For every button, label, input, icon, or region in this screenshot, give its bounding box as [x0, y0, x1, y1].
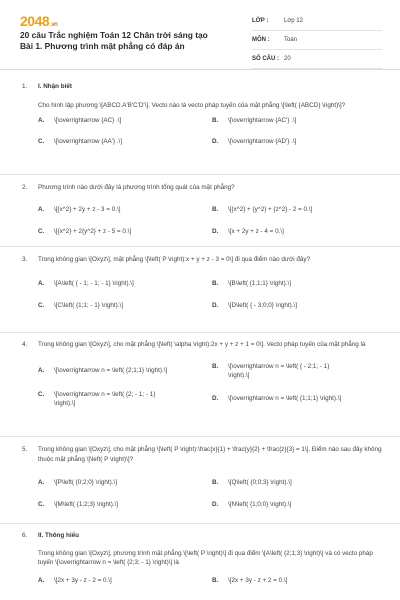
question-number: 2. [22, 184, 28, 191]
option-text: \[\overrightarrow {AA'} .\] [54, 138, 123, 145]
option-c[interactable] [38, 301, 208, 311]
option-label: D. [212, 138, 219, 145]
option-d[interactable] [212, 137, 382, 147]
option-text: \[\overrightarrow n = \left( {1;1;1} \right).\] [228, 394, 342, 402]
question-text: Cho hình lập phương \[ABCD.A'B'C'D'\]. Vecto nào là vecto pháp tuyến của mặt phẳng \[\left( {ABCD} \right)\]? [38, 101, 346, 109]
option-c[interactable] [38, 227, 208, 237]
option-b[interactable] [212, 116, 382, 126]
question-2 [22, 183, 382, 245]
question-divider [0, 523, 400, 524]
question-number: 3. [22, 256, 28, 263]
question-text: Trong không gian \[Oxyz\], phương trình mặt phẳng \[\left( P \right)\] đi qua điểm \[A\left( {2;1;3} \right)\] và có vecto pháp tuyến \[\overrightarrow n = \left( {2;3; - 1} \right)\] là [38, 549, 373, 566]
meta-key: MÔN : [252, 37, 270, 43]
option-label: A. [38, 479, 45, 486]
question-divider [0, 436, 400, 437]
section-heading: II. Thông hiểu [38, 532, 79, 539]
option-c[interactable] [38, 137, 208, 147]
option-label: A. [38, 279, 45, 287]
question-text: Trong không gian \[Oxyz\], cho mặt phẳng \[\left( P \right):\frac{x}{1} + \frac{y}{2} + \frac{z}{3} = 1\]. Điểm nào sau đây không thuộc mặt phẳng \[\left( P \right)\]? [38, 446, 382, 463]
option-label: A. [38, 366, 45, 374]
option-label: D. [212, 227, 219, 235]
option-text: \[P\left( {0;2;0} \right).\] [54, 479, 117, 486]
site-logo[interactable] [20, 13, 57, 29]
logo-suffix: .vn [50, 22, 58, 28]
option-c[interactable] [38, 390, 168, 409]
answer-options [38, 576, 382, 588]
option-d[interactable] [212, 301, 382, 311]
option-text: \[\overrightarrow {AC} .\] [54, 117, 122, 124]
option-label: C. [38, 301, 45, 309]
question-5 [22, 445, 382, 518]
option-label: D. [212, 394, 219, 402]
option-label: D. [212, 301, 219, 309]
option-label: D. [212, 501, 219, 508]
option-text: \[C\left( {1;1; - 1} \right).\] [54, 301, 123, 309]
meta-row-count [252, 50, 382, 69]
question-number: 5. [22, 446, 28, 453]
question-4 [22, 340, 382, 414]
question-number: 4. [22, 341, 28, 348]
option-d[interactable] [212, 394, 382, 404]
option-text: \[\overrightarrow n = \left( {2; - 1; - 1} \right).\] [54, 390, 156, 407]
option-text: \[B\left( {1;1;1} \right).\] [228, 279, 291, 287]
meta-value: Toán [284, 37, 298, 43]
option-text: \[Q\left( {0;0;3} \right).\] [228, 479, 292, 486]
question-number: 6. [22, 532, 28, 539]
option-b[interactable] [212, 362, 342, 381]
question-number: 1. [22, 83, 28, 90]
question-text: Phương trình nào dưới đây là phương trình tổng quát của mặt phẳng? [38, 184, 235, 191]
meta-key: LỚP : [252, 18, 269, 24]
option-text: \[\overrightarrow n = \left( { - 2;1; - 1} \right).\] [228, 362, 330, 379]
option-a[interactable] [38, 279, 208, 289]
option-c[interactable] [38, 500, 208, 510]
option-text: \[\overrightarrow n = \left( {2;1;1} \right).\] [54, 366, 168, 374]
option-text: \[{x^2} + {y^2} + {z^2} - 2 = 0.\] [228, 205, 313, 213]
document-header [0, 0, 400, 70]
answer-options [38, 478, 382, 518]
option-text: \[N\left( {1;0;0} \right).\] [228, 501, 292, 508]
option-b[interactable] [212, 576, 382, 586]
option-label: C. [38, 501, 45, 508]
question-3 [22, 255, 382, 319]
question-divider [0, 332, 400, 333]
option-label: B. [212, 362, 219, 370]
option-a[interactable] [38, 366, 208, 376]
answer-options [38, 362, 382, 414]
option-label: B. [212, 279, 219, 287]
document-meta [252, 12, 382, 69]
meta-row-subject [252, 31, 382, 50]
option-text: \[{x^2} + 2{y^2} + z - 5 = 0.\] [54, 227, 132, 235]
answer-options [38, 205, 382, 245]
option-text: \[\overrightarrow {AD'} .\] [228, 138, 297, 145]
option-a[interactable] [38, 576, 208, 586]
option-a[interactable] [38, 478, 208, 488]
question-1 [22, 82, 382, 156]
option-text: \[2x + 3y - z - 2 = 0.\] [54, 576, 112, 584]
option-d[interactable] [212, 500, 382, 510]
question-divider [0, 174, 400, 175]
option-b[interactable] [212, 478, 382, 488]
option-label: C. [38, 227, 45, 235]
option-label: A. [38, 205, 45, 213]
option-label: B. [212, 479, 219, 486]
question-text: Trong không gian \[Oxyz\], cho mặt phẳng \[\left( \alpha \right):2x + y + z + 1 = 0\]. Vecto pháp tuyến của mặt phẳng là [38, 341, 366, 348]
option-text: \[{x^2} + 2y + z - 3 = 0.\] [54, 205, 121, 213]
option-label: B. [212, 205, 219, 213]
header-divider [0, 69, 400, 70]
section-heading: I. Nhận biết [38, 83, 72, 90]
option-a[interactable] [38, 116, 208, 126]
option-text: \[A\left( { - 1; - 1; - 1} \right).\] [54, 279, 134, 287]
option-label: B. [212, 576, 219, 584]
question-divider [0, 246, 400, 247]
logo-text[interactable]: 2048 [20, 13, 50, 29]
option-text: \[\overrightarrow {AC'} .\] [228, 117, 297, 124]
option-text: \[2x + 3y - z + 2 = 0.\] [228, 576, 288, 584]
option-label: A. [38, 576, 45, 584]
option-b[interactable] [212, 279, 382, 289]
option-text: \[x + 2y + z - 4 = 0.\] [228, 227, 284, 235]
meta-value: Lớp 12 [284, 18, 303, 24]
option-a[interactable] [38, 205, 208, 215]
question-text: Trong không gian \[Oxyz\], mặt phẳng \[\left( P \right):x + y + z - 3 = 0\] đi qua điểm nào dưới đây? [38, 256, 311, 263]
answer-options [38, 116, 382, 156]
document-title: 20 câu Trắc nghiệm Toán 12 Chân trời sáng tạo Bài 1. Phương trình mặt phẳng có đáp án [20, 30, 208, 51]
meta-value: 20 [284, 56, 291, 62]
option-label: B. [212, 117, 219, 124]
option-text: \[M\left( {1;2;3} \right).\] [54, 501, 119, 508]
option-label: A. [38, 117, 45, 124]
option-label: C. [38, 390, 45, 398]
option-b[interactable] [212, 205, 382, 215]
option-label: C. [38, 138, 45, 145]
answer-options [38, 279, 382, 319]
meta-key: SỐ CÂU : [252, 56, 279, 62]
option-d[interactable] [212, 227, 382, 237]
meta-row-grade [252, 12, 382, 31]
option-text: \[D\left( { - 3;0;0} \right).\] [228, 301, 297, 309]
question-6 [22, 531, 382, 588]
